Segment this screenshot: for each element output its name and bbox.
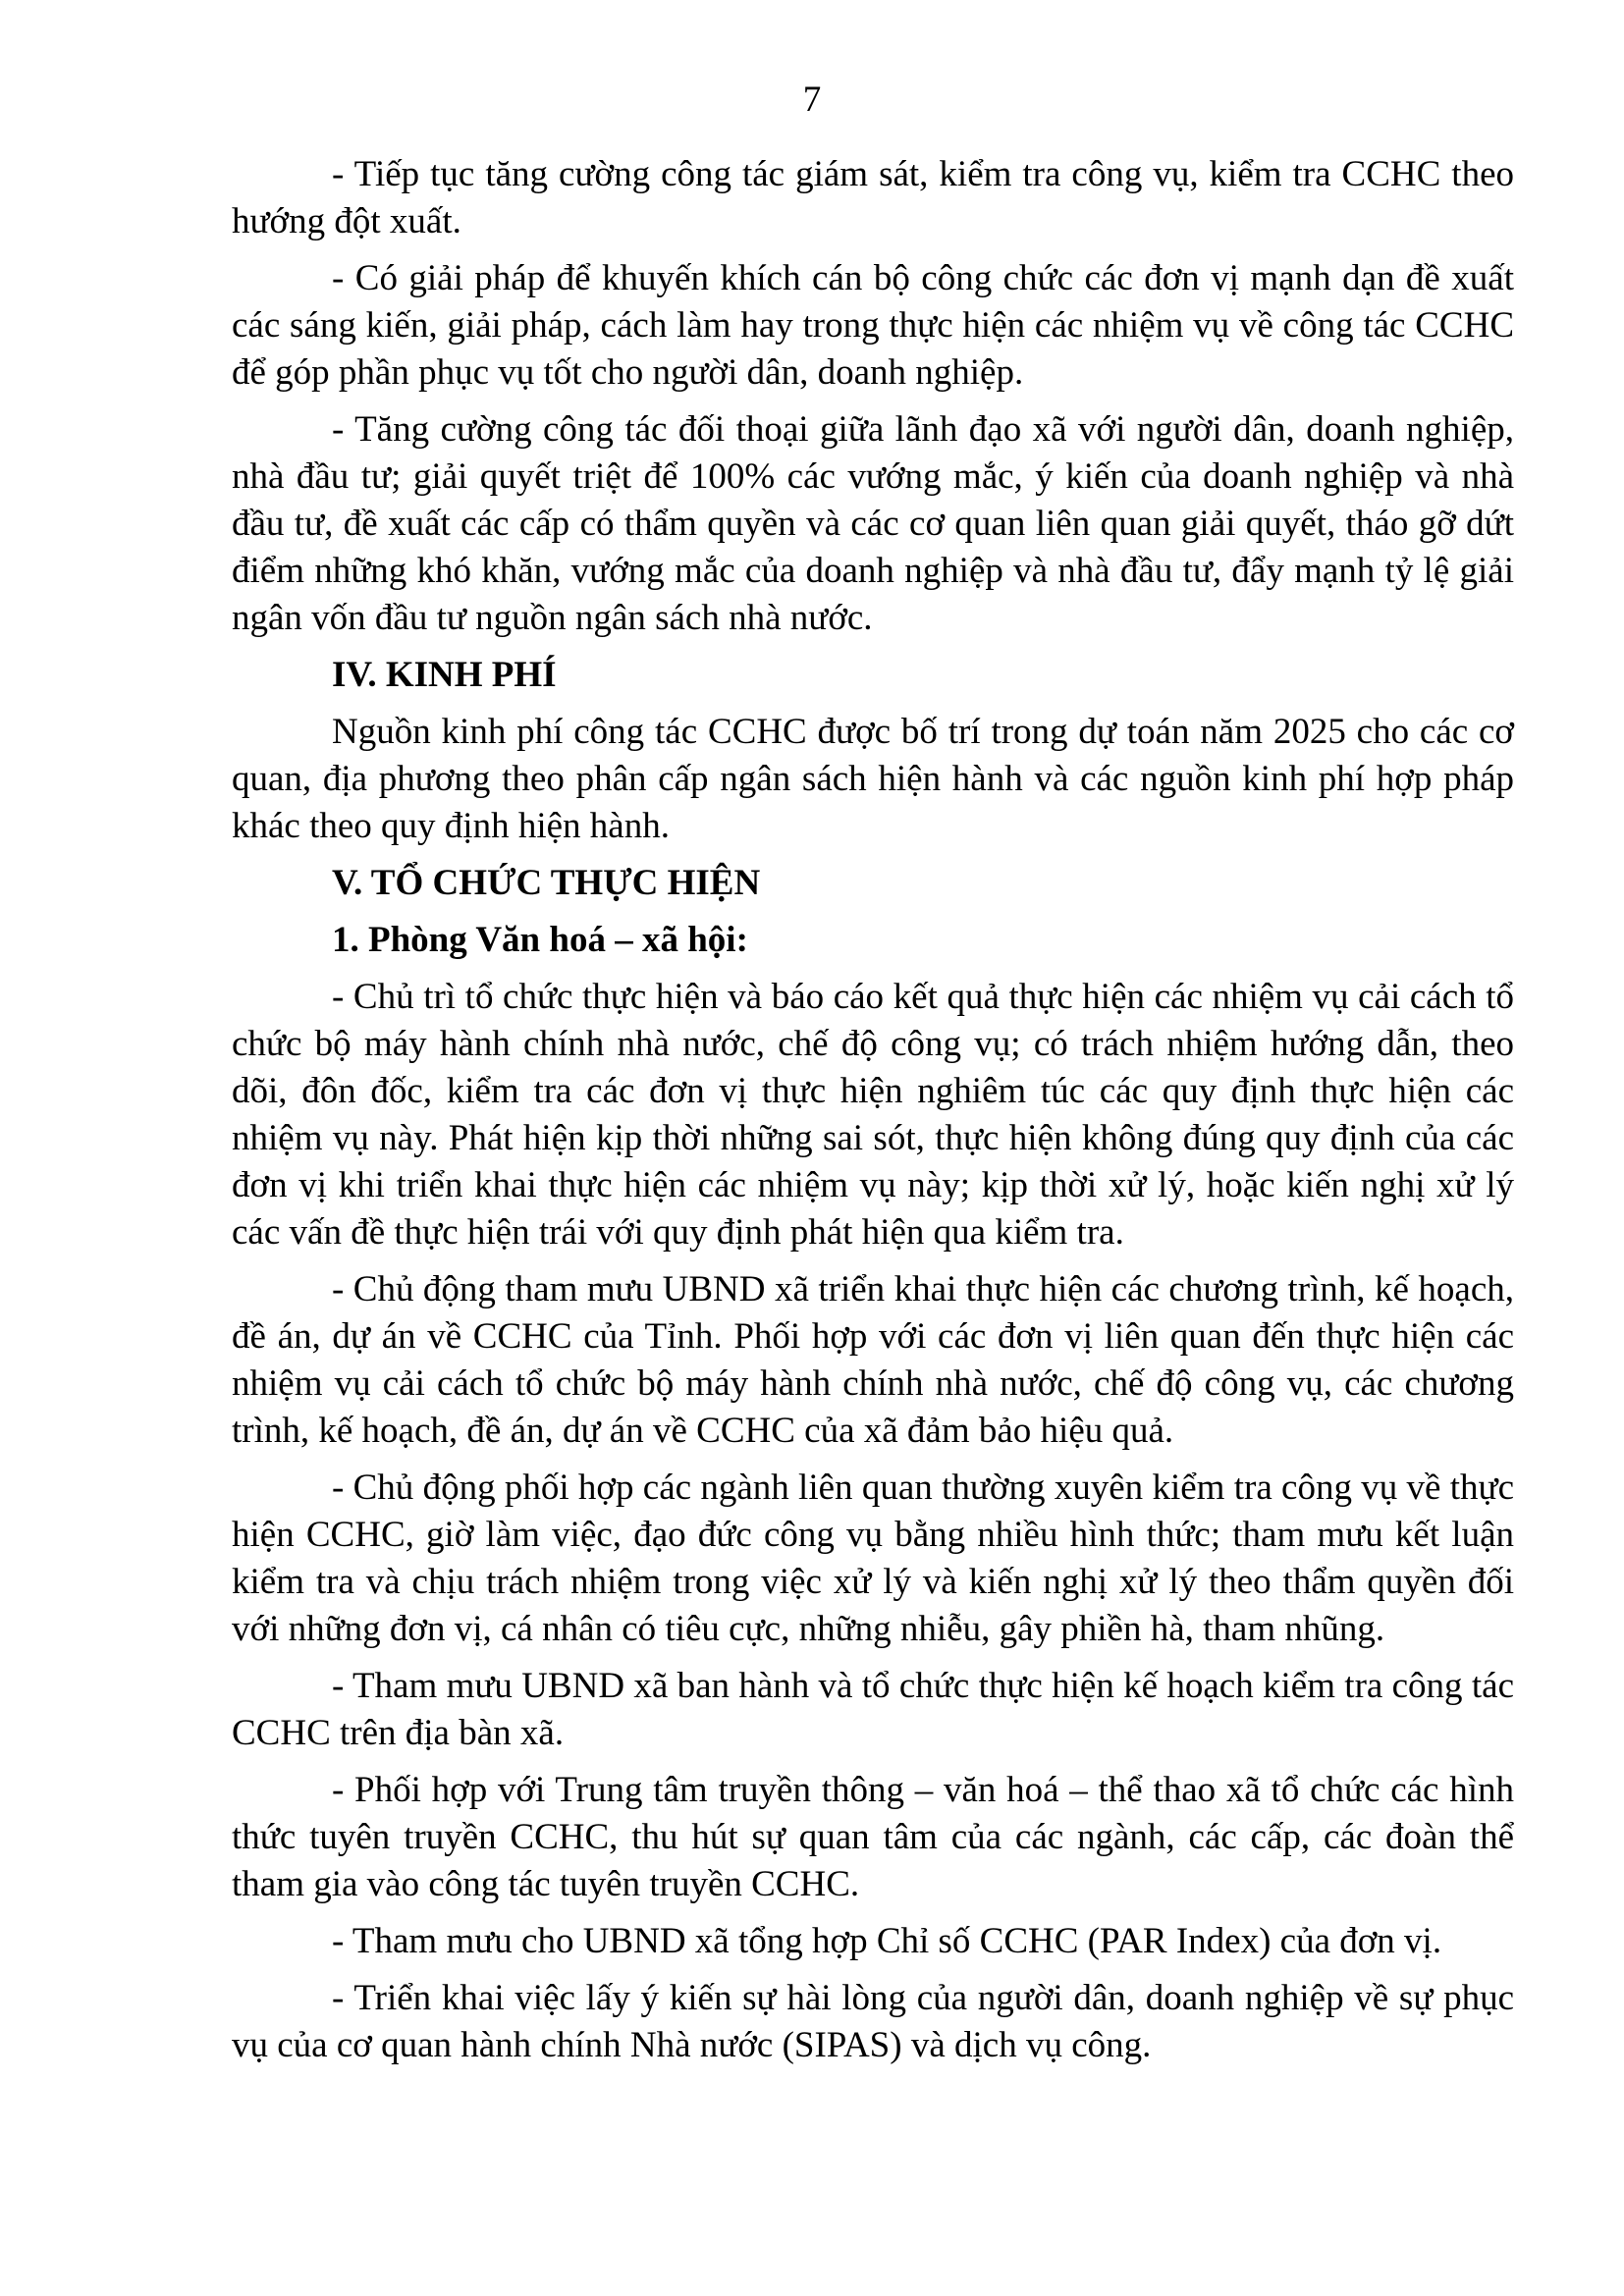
paragraph-initiatives: - Có giải pháp để khuyến khích cán bộ công chức các đơn vị mạnh dạn đề xuất các sáng kiến, giải pháp, cách làm hay trong thực hiện các nhiệm vụ về công tác CCHC để góp phần phục vụ tốt cho người dân, doanh nghiệp. [232,258,1514,393]
paragraph-par-index: - Tham mưu cho UBND xã tổng hợp Chỉ số CCHC (PAR Index) của đơn vị. [332,1921,1442,1961]
paragraph-inspection-plan: - Tham mưu UBND xã ban hành và tổ chức thực hiện kế hoạch kiểm tra công tác CCHC trên địa bàn xã. [232,1666,1514,1753]
paragraph-dialogue: - Tăng cường công tác đối thoại giữa lãnh đạo xã với người dân, doanh nghiệp, nhà đầu tư; giải quyết triệt để 100% các vướng mắc, ý kiến của doanh nghiệp và nhà đầu tư, đề xuất các cấp có thẩm quyền và các cơ quan liên quan giải quyết, tháo gỡ dứt điểm những khó khăn, vướng mắc của doanh nghiệp và nhà đầu tư, đẩy mạnh tỷ lệ giải ngân vốn đầu tư nguồn ngân sách nhà nước. [232,409,1514,638]
paragraph-lead-report: - Chủ trì tổ chức thực hiện và báo cáo kết quả thực hiện các nhiệm vụ cải cách tổ chức bộ máy hành chính nhà nước, chế độ công vụ; có trách nhiệm hướng dẫn, theo dõi, đôn đốc, kiểm tra các đơn vị thực hiện nghiêm túc các quy định thực hiện các nhiệm vụ này. Phát hiện kịp thời những sai sót, thực hiện không đúng quy định của các đơn vị khi triển khai thực hiện các nhiệm vụ này; kịp thời xử lý, hoặc kiến nghị xử lý các vấn đề thực hiện trái với quy định phát hiện qua kiểm tra. [232,977,1514,1253]
paragraph-communication: - Phối hợp với Trung tâm truyền thông – văn hoá – thể thao xã tổ chức các hình thức tuyên truyền CCHC, thu hút sự quan tâm của các ngành, các cấp, các đoàn thể tham gia vào công tác tuyên truyền CCHC. [232,1770,1514,1904]
paragraph-coordinate-inspection: - Chủ động phối hợp các ngành liên quan thường xuyên kiểm tra công vụ về thực hiện CCHC, giờ làm việc, đạo đức công vụ bằng nhiều hình thức; tham mưu kết luận kiểm tra và chịu trách nhiệm trong việc xử lý và kiến nghị xử lý theo thẩm quyền đối với những đơn vị, cá nhân có tiêu cực, những nhiễu, gây phiền hà, tham nhũng. [232,1468,1514,1649]
page-number: 7 [802,80,822,120]
heading-implementation: V. TỔ CHỨC THỰC HIỆN [332,863,761,903]
heading-funding: IV. KINH PHÍ [332,655,557,695]
heading-culture-office: 1. Phòng Văn hoá – xã hội: [332,920,748,960]
paragraph-funding: Nguồn kinh phí công tác CCHC được bố trí trong dự toán năm 2025 cho các cơ quan, địa phương theo phân cấp ngân sách hiện hành và các nguồn kinh phí hợp pháp khác theo quy định hiện hành. [232,712,1514,846]
document-body [232,151,1514,2079]
paragraph-inspection: - Tiếp tục tăng cường công tác giám sát, kiểm tra công vụ, kiểm tra CCHC theo hướng đột xuất. [232,154,1514,241]
paragraph-advise-ubnd: - Chủ động tham mưu UBND xã triển khai thực hiện các chương trình, kế hoạch, đề án, dự án về CCHC của Tỉnh. Phối hợp với các đơn vị liên quan đến thực hiện các nhiệm vụ cải cách tổ chức bộ máy hành chính nhà nước, chế độ công vụ, các chương trình, kế hoạch, đề án, dự án về CCHC của xã đảm bảo hiệu quả. [232,1269,1514,1451]
paragraph-sipas: - Triển khai việc lấy ý kiến sự hài lòng của người dân, doanh nghiệp về sự phục vụ của cơ quan hành chính Nhà nước (SIPAS) và dịch vụ công. [232,1978,1514,2065]
